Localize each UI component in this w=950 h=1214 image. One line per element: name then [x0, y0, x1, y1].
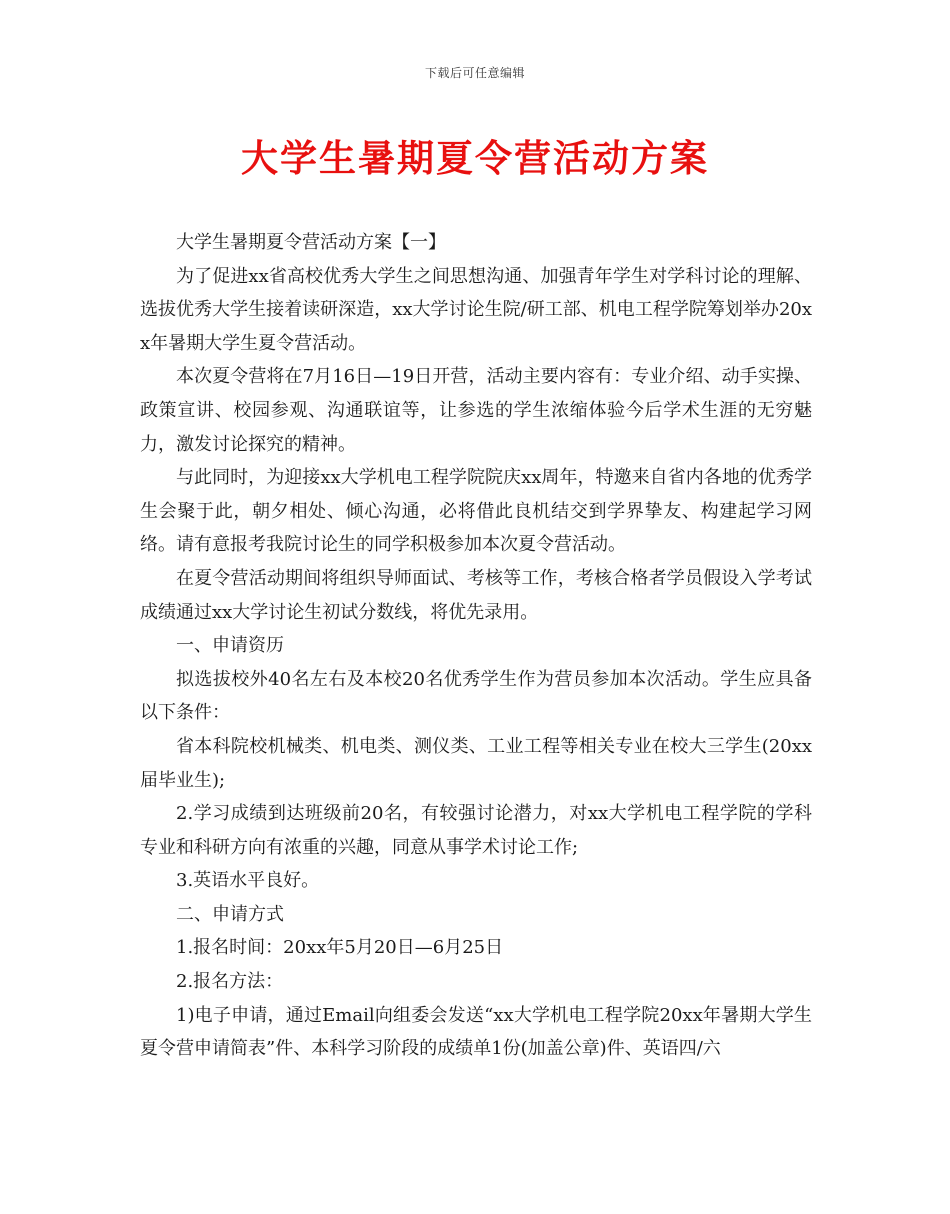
list-item: 3.英语水平良好。: [176, 870, 320, 892]
paragraph: 本次夏令营将在7月16日—19日开营，活动主要内容有：专业介绍、动手实操、政策宣讲、校园参观、沟通联谊等，让参选的学生浓缩体验今后学术生涯的无穷魅力，激发讨论探究的精神。: [140, 366, 812, 455]
paragraph: 为了促进xx省高校优秀大学生之间思想沟通、加强青年学生对学科讨论的理解、选拔优秀大学生接着读研深造，xx大学讨论生院/研工部、机电工程学院筹划举办20xx年暑期大学生夏令营活动。: [140, 265, 812, 354]
list-item: 2.学习成绩到达班级前20名，有较强讨论潜力，对xx大学机电工程学院的学科专业和科研方向有浓重的兴趣，同意从事学术讨论工作;: [140, 803, 812, 858]
section-heading: 二、申请方式: [176, 903, 284, 925]
paragraph: 拟选拔校外40名左右及本校20名优秀学生作为营员参加本次活动。学生应具备以下条件：: [140, 668, 812, 724]
section-heading: 一、申请资历: [176, 635, 284, 657]
page-header-note: 下载后可任意编辑: [424, 66, 525, 80]
paragraph: 1)电子申请，通过Email向组委会发送“xx大学机电工程学院20xx年暑期大学生夏令营申请简表”件、本科学习阶段的成绩单1份(加盖公章)件、英语四/六: [140, 1004, 812, 1060]
list-item: 1.报名时间：20xx年5月20日—6月25日: [176, 937, 504, 959]
section-heading: 大学生暑期夏令营活动方案【一】: [176, 232, 446, 253]
document-body: [140, 226, 812, 1066]
paragraph: 与此同时，为迎接xx大学机电工程学院院庆xx周年，特邀来自省内各地的优秀学生会聚于此，朝夕相处、倾心沟通，必将借此良机结交到学界挚友、构建起学习网络。请有意报考我院讨论生的同学积极参加本次夏令营活动。: [140, 467, 812, 556]
list-item: 2.报名方法：: [176, 971, 284, 993]
document-title: 大学生暑期夏令营活动方案: [241, 137, 709, 180]
paragraph: 在夏令营活动期间将组织导师面试、考核等工作，考核合格者学员假设入学考试成绩通过xx大学讨论生初试分数线，将优先录用。: [140, 567, 812, 623]
list-item: 省本科院校机械类、机电类、测仪类、工业工程等相关专业在校大三学生(20xx届毕业生);: [140, 735, 812, 791]
